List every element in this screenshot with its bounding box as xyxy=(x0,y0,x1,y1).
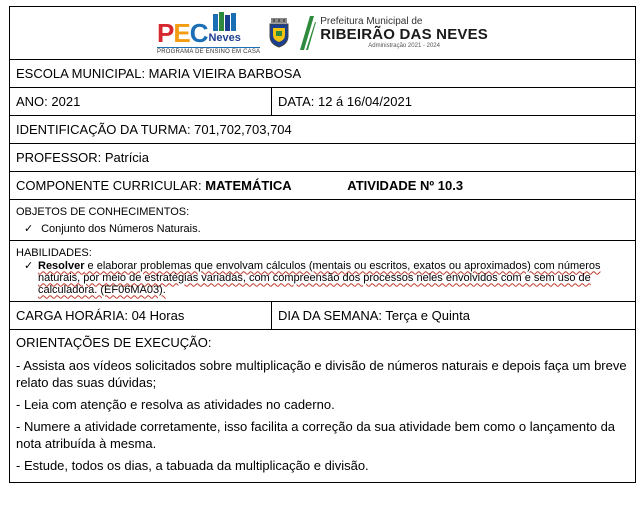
pec-neves-label: Neves xyxy=(208,32,241,44)
objects-item-label: Conjunto dos Números Naturais. xyxy=(41,222,201,235)
activity-sheet xyxy=(9,6,635,502)
orientations-cell xyxy=(10,330,636,483)
school-cell: ESCOLA MUNICIPAL: MARIA VIEIRA BARBOSA xyxy=(10,60,636,88)
workload-cell: CARGA HORÁRIA: 04 Horas xyxy=(10,302,272,330)
prefeitura-line2: RIBEIRÃO DAS NEVES xyxy=(320,26,489,44)
pec-subtitle: PROGRAMA DE ENSINO EM CASA xyxy=(157,49,261,55)
skills-lead: Resolver xyxy=(38,259,85,272)
skills-cell xyxy=(10,241,636,302)
prefeitura-line1: Prefeitura Municipal de xyxy=(320,15,423,27)
list-item: - Numere a atividade corretamente, isso facilita a correção da sua atividade bem como o lançamento da nota atribuída à mesma. xyxy=(16,418,616,451)
objects-title: OBJETOS DE CONHECIMENTOS: xyxy=(16,205,190,218)
pec-letter-p: P xyxy=(157,18,174,48)
pec-letter-e: E xyxy=(173,18,190,48)
teacher-cell: PROFESSOR: Patrícia xyxy=(10,144,636,172)
objects-cell xyxy=(10,200,636,241)
pec-logo xyxy=(157,11,260,55)
list-item: - Leia com atenção e resolva as atividades no caderno. xyxy=(16,396,335,412)
skills-title: HABILIDADES: xyxy=(16,246,92,259)
class-id-cell: IDENTIFICAÇÃO DA TURMA: 701,702,703,704 xyxy=(10,116,636,144)
component-label: COMPONENTE CURRICULAR: xyxy=(16,178,202,193)
date-cell: DATA: 12 á 16/04/2021 xyxy=(272,88,636,116)
pec-letter-c: C xyxy=(189,18,208,48)
header-logos xyxy=(10,7,636,60)
orientations-title: ORIENTAÇÕES DE EXECUÇÃO: xyxy=(16,334,212,350)
prefeitura-logo xyxy=(298,16,488,50)
list-item: - Assista aos vídeos solicitados sobre multiplicação e divisão de números naturais e depois faça um breve relato das suas dúvidas; xyxy=(16,357,627,390)
list-item xyxy=(16,260,629,296)
activity-number: ATIVIDADE Nº 10.3 xyxy=(347,178,464,193)
list-item xyxy=(16,222,629,235)
green-stripes-icon xyxy=(298,16,316,50)
activity-form-table xyxy=(9,6,636,483)
city-crest-icon xyxy=(268,18,290,48)
list-item: - Estude, todos os dias, a tabuada da multiplicação e divisão. xyxy=(16,457,369,473)
prefeitura-line3: Administração 2021 - 2024 xyxy=(368,42,440,49)
books-icon xyxy=(212,11,238,33)
checkmark-icon: ✓ xyxy=(24,222,34,235)
component-value: MATEMÁTICA xyxy=(205,178,292,193)
year-cell: ANO: 2021 xyxy=(10,88,272,116)
checkmark-icon: ✓ xyxy=(24,259,34,272)
component-cell xyxy=(10,172,636,200)
weekday-cell: DIA DA SEMANA: Terça e Quinta xyxy=(272,302,636,330)
skills-text: e elaborar problemas que envolvam cálculos (mentais ou escritos, exatos ou aproximados) com números naturais, por meio de estratégias variadas, com compreensão dos processos neles envolvidos com e sem uso de calculadora. (EF06MA03). xyxy=(38,259,601,296)
